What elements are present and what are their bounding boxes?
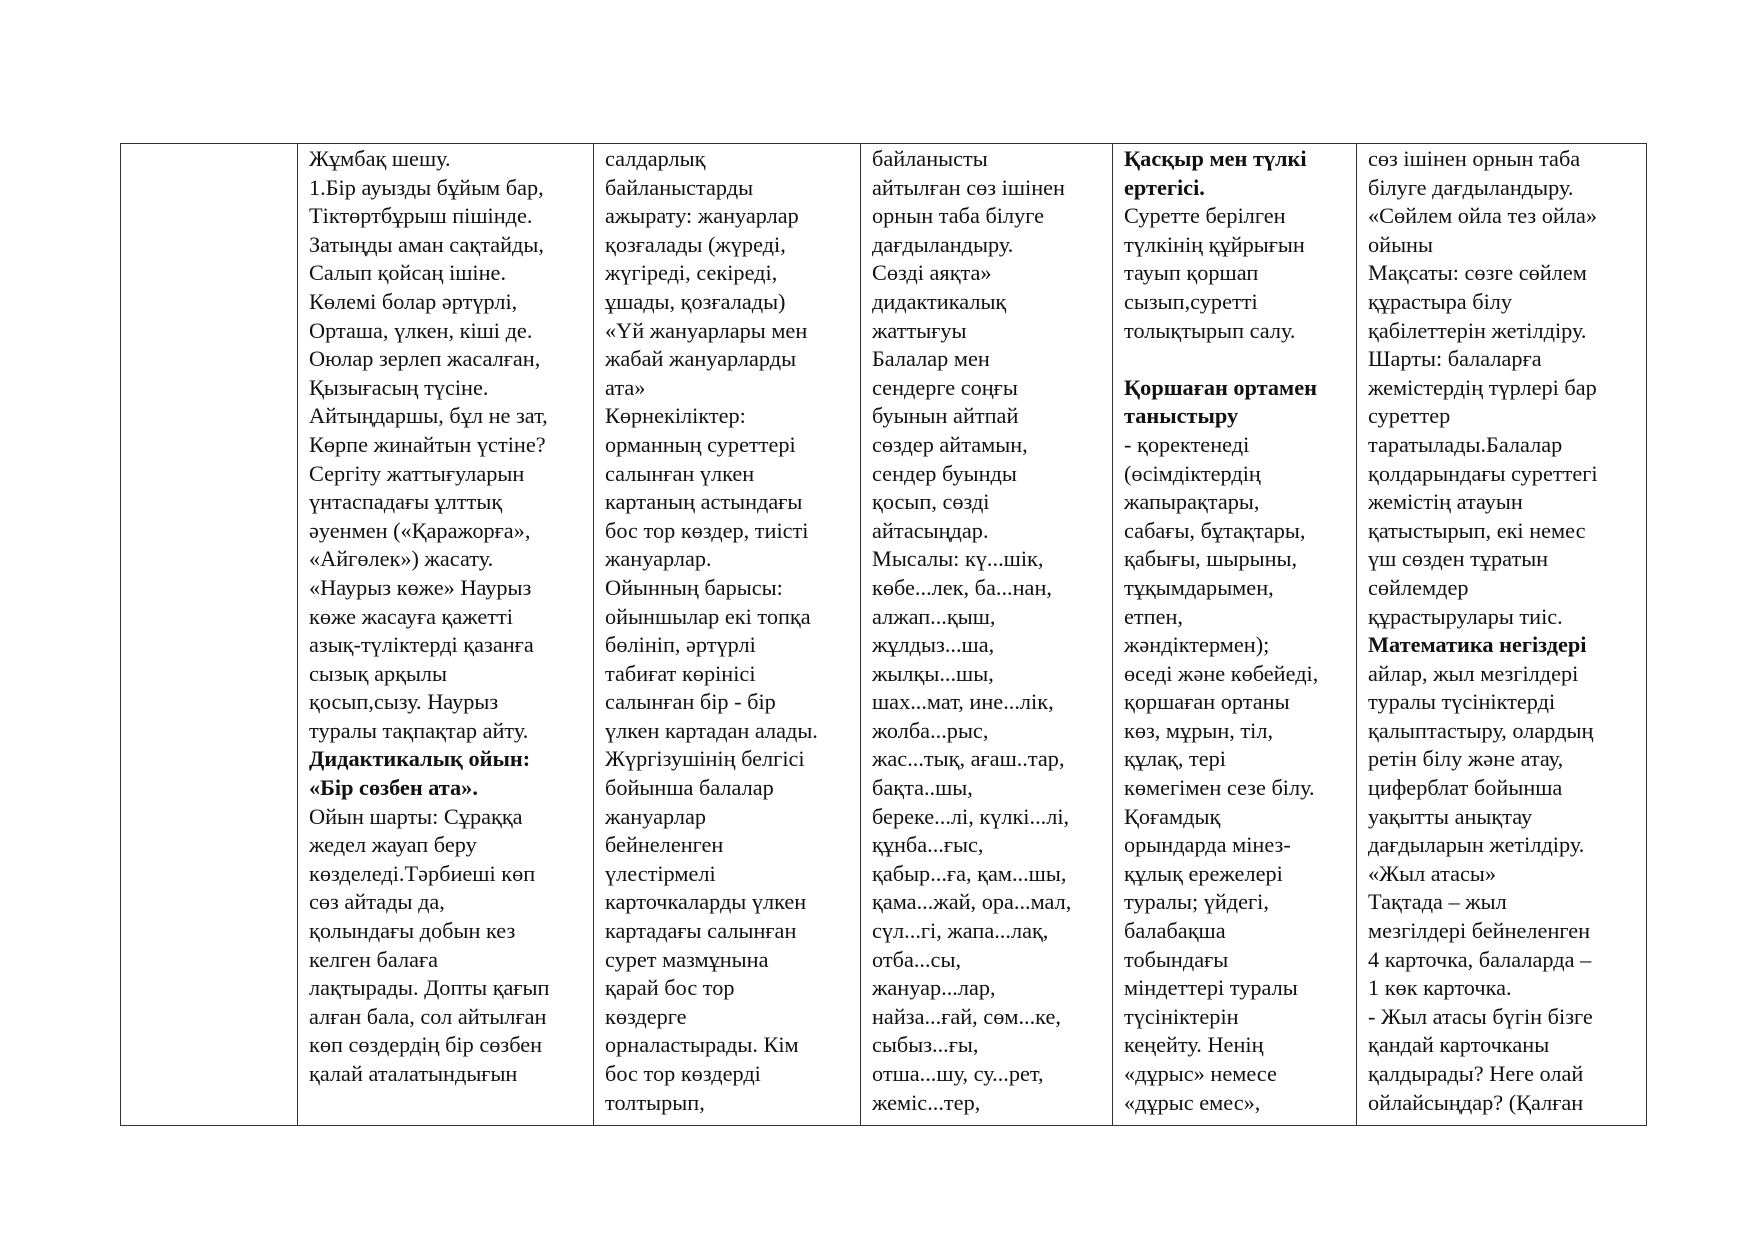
text-line: сыбыз...ғы, — [872, 1032, 979, 1058]
text-line: Тақтада – жыл — [1368, 889, 1507, 915]
section-heading: ертегісі. — [1124, 174, 1205, 200]
text-line: орналастырады. Кім — [605, 1032, 799, 1058]
text-line: алжап...қыш, — [872, 603, 996, 629]
empty-cell — [121, 144, 298, 1126]
text-line: көзделеді.Тәрбиеші көп — [309, 860, 536, 886]
text-line: орнын таба білуге — [872, 203, 1045, 229]
text-line: бос тор көздерді — [605, 1061, 761, 1086]
text-line: бос тор көздер, тиісті — [605, 517, 809, 543]
text-line: Ойынның барысы: — [605, 574, 783, 600]
text-line: отша...шу, су...рет, — [872, 1061, 1044, 1086]
text-line: табиғат көрінісі — [605, 660, 756, 686]
text-line: туралы түсініктерді — [1368, 689, 1556, 715]
text-line: тауып қоршап — [1124, 260, 1259, 286]
text-line: Қоғамдық — [1124, 803, 1221, 829]
text-line: көже жасауға қажетті — [309, 603, 513, 629]
text-line: жемістердің түрлері бар — [1368, 374, 1597, 400]
text-line: қолындағы добын кез — [309, 918, 516, 944]
text-line: картадағы салынған — [605, 918, 797, 944]
text-line: толықтырып салу. — [1124, 317, 1296, 343]
blank-line — [1124, 345, 1350, 374]
text-line: қарай бос тор — [605, 975, 735, 1001]
text-line: қатыстырып, екі немес — [1368, 517, 1586, 543]
text-line: алған бала, сол айтылған — [309, 1003, 547, 1029]
text-line: әуенмен («Қаражорға», — [309, 517, 531, 543]
text-line: қолдарындағы суреттегі — [1368, 460, 1598, 486]
text-line: сызық арқылы — [309, 660, 448, 686]
text-line: қама...жай, ора...мал, — [872, 889, 1072, 915]
text-line: ойыншылар екі топқа — [605, 603, 811, 629]
text-line: сөз айтады да, — [309, 889, 445, 915]
text-line: бейнеленген — [605, 832, 724, 858]
text-line: толтырып, — [605, 1089, 705, 1115]
text-line: айтылған сөз ішінен — [872, 174, 1065, 200]
text-line: сүл...гі, жапа...лақ, — [872, 918, 1049, 944]
text-line: білуге дағдыландыру. — [1368, 174, 1574, 200]
text-line: балабақша — [1124, 918, 1226, 944]
text-line: келген балаға — [309, 946, 439, 972]
text-line: жануарлар. — [605, 546, 712, 572]
text-line: карточкаларды үлкен — [605, 889, 807, 915]
text-line: қозғалады (жүреді, — [605, 231, 786, 257]
activity-cell-4 — [1113, 144, 1357, 1126]
text-line: ойыны — [1368, 231, 1433, 257]
text-line: кеңейту. Ненің — [1124, 1032, 1264, 1058]
text-line: дағдыландыру. — [872, 231, 1014, 257]
text-line: үш сөзден тұратын — [1368, 546, 1549, 572]
text-line: ұшады, қозғалады) — [605, 288, 786, 314]
text-line: қосып,сызу. Наурыз — [309, 689, 499, 715]
text-line: ретін білу және атау, — [1368, 746, 1564, 772]
text-line: міндеттері туралы — [1124, 975, 1298, 1001]
text-line: туралы; үйдегі, — [1124, 889, 1269, 915]
text-line: 4 карточка, балаларда – — [1368, 946, 1592, 972]
text-line: лақтырады. Допты қағып — [309, 975, 550, 1001]
text-line: Мысалы: кү...шік, — [872, 546, 1044, 572]
text-line: тұқымдарымен, — [1124, 574, 1274, 600]
text-line: қосып, сөзді — [872, 489, 990, 515]
text-line: бойынша балалар — [605, 775, 774, 801]
text-line: Көрпе жинайтын үстіне? — [309, 431, 546, 457]
text-line: үлестірмелі — [605, 860, 716, 886]
text-line: Көрнекіліктер: — [605, 403, 746, 429]
text-line: жабай жануарларды — [605, 346, 797, 372]
text-line: жедел жауап беру — [309, 832, 477, 858]
text-line: Көлемі болар әртүрлі, — [309, 288, 518, 314]
text-line: қоршаған ортаны — [1124, 689, 1290, 715]
text-line: ажырату: жануарлар — [605, 203, 799, 229]
text-line: байланысты — [872, 146, 988, 171]
text-line: салдарлық — [605, 146, 706, 171]
text-line: құлақ, тері — [1124, 746, 1226, 772]
text-line: Қызығасың түсіне. — [309, 374, 489, 400]
text-line: көздерге — [605, 1003, 687, 1029]
text-line: етпен, — [1124, 603, 1183, 629]
text-line: «Үй жануарлары мен — [605, 317, 808, 343]
text-line: бақта..шы, — [872, 775, 973, 801]
text-line: Оюлар зерлеп жасалған, — [309, 346, 541, 372]
text-line: «Сөйлем ойла тез ойла» — [1368, 203, 1598, 229]
text-line: «Наурыз көже» Наурыз — [309, 574, 532, 600]
section-heading: Математика негіздері — [1368, 632, 1587, 658]
text-line: қабығы, шырыны, — [1124, 546, 1298, 572]
text-line: «дұрыс емес», — [1124, 1089, 1261, 1115]
text-line: орманның суреттері — [605, 431, 796, 457]
text-line: көп сөздердің бір сөзбен — [309, 1032, 543, 1058]
section-heading: «Бір сөзбен ата». — [309, 775, 478, 801]
text-line: қалыптастыру, олардың — [1368, 717, 1594, 743]
text-line: үлкен картадан алады. — [605, 717, 818, 743]
text-line: береке...лі, күлкі...лі, — [872, 803, 1070, 829]
text-line: салынған бір - бір — [605, 689, 776, 715]
text-line: «дұрыс» немесе — [1124, 1061, 1277, 1086]
text-line: Суретте берілген — [1124, 203, 1286, 229]
text-line: үнтаспадағы ұлттық — [309, 489, 503, 515]
text-line: сызып,суретті — [1124, 288, 1258, 314]
text-line: Затыңды аман сақтайды, — [309, 231, 544, 257]
text-line: шах...мат, ине...лік, — [872, 689, 1054, 715]
text-line: құнба...ғыс, — [872, 832, 984, 858]
activity-cell-2 — [594, 144, 861, 1126]
section-heading: таныстыру — [1124, 403, 1239, 429]
text-line: қабыр...ға, қам...шы, — [872, 860, 1067, 886]
text-line: сөз ішінен орнын таба — [1368, 146, 1581, 171]
text-line: сендерге соңғы — [872, 374, 1018, 400]
text-line: «Айгөлек») жасату. — [309, 546, 494, 572]
text-line: байланыстарды — [605, 174, 754, 200]
text-line: құрастырулары тиіс. — [1368, 603, 1563, 629]
text-line: Айтыңдаршы, бұл не зат, — [309, 403, 548, 429]
text-line: жаттығуы — [872, 317, 967, 343]
text-line: азық-түліктерді қазанға — [309, 632, 534, 658]
text-line: жануарлар — [605, 803, 707, 829]
text-line: Шарты: балаларға — [1368, 346, 1542, 372]
text-line: қалай аталатындығын — [309, 1061, 518, 1086]
section-heading: Қасқыр мен түлкі — [1124, 146, 1307, 171]
text-line: жылқы...шы, — [872, 660, 994, 686]
text-line: Ойын шарты: Сұраққа — [309, 803, 523, 829]
text-line: (өсімдіктердің — [1124, 460, 1261, 486]
text-line: түлкінің құйрығын — [1124, 231, 1305, 257]
text-line: туралы тақпақтар айту. — [309, 717, 529, 743]
text-line: таратылады.Балалар — [1368, 431, 1563, 457]
text-line: Мақсаты: сөзге сөйлем — [1368, 260, 1587, 286]
text-line: мезгілдері бейнеленген — [1368, 918, 1591, 944]
text-line: орындарда мінез- — [1124, 832, 1291, 858]
text-line: өседі және көбейеді, — [1124, 660, 1319, 686]
text-line: жас...тық, ағаш..тар, — [872, 746, 1065, 772]
text-line: 1.Бір ауызды бұйым бар, — [309, 174, 544, 200]
text-line: ойлайсыңдар? (Қалған — [1368, 1089, 1584, 1115]
lesson-plan-table — [120, 143, 1647, 1126]
section-heading: Дидактикалық ойын: — [309, 746, 531, 772]
text-line: - Жыл атасы бүгін бізге — [1368, 1003, 1593, 1029]
text-line: құлық ережелері — [1124, 860, 1283, 886]
text-line: циферблат бойынша — [1368, 775, 1563, 801]
text-line: Орташа, үлкен, кіші де. — [309, 317, 533, 343]
section-heading: Қоршаған ортамен — [1124, 374, 1317, 400]
text-line: жұлдыз...ша, — [872, 632, 995, 658]
text-line: ата» — [605, 374, 646, 400]
text-line: жануар...лар, — [872, 975, 996, 1001]
text-line: сөздер айтамын, — [872, 431, 1028, 457]
text-line: Сөзді аяқта» — [872, 260, 992, 286]
text-line: көмегімен сезе білу. — [1124, 775, 1315, 801]
text-line: отба...сы, — [872, 946, 962, 972]
text-line: «Жыл атасы» — [1368, 860, 1497, 886]
text-line: суреттер — [1368, 403, 1451, 429]
activity-cell-3 — [861, 144, 1113, 1126]
text-line: дидактикалық — [872, 288, 1007, 314]
text-line: көбе...лек, ба...нан, — [872, 574, 1052, 600]
text-line: бөлініп, әртүрлі — [605, 632, 756, 658]
text-line: салынған үлкен — [605, 460, 755, 486]
text-line: жүгіреді, секіреді, — [605, 260, 778, 286]
text-line: қандай карточканы — [1368, 1032, 1550, 1058]
text-line: жәндіктермен); — [1124, 632, 1270, 658]
text-line: сендер буынды — [872, 460, 1017, 486]
text-line: көз, мұрын, тіл, — [1124, 717, 1274, 743]
text-line: сурет мазмұнына — [605, 946, 769, 972]
text-line: уақытты анықтау — [1368, 803, 1533, 829]
text-line: дағдыларын жетілдіру. — [1368, 832, 1585, 858]
activity-cell-5 — [1357, 144, 1647, 1126]
text-line: айлар, жыл мезгілдері — [1368, 660, 1579, 686]
table-row — [121, 144, 1647, 1126]
text-line: жолба...рыс, — [872, 717, 989, 743]
text-line: Салып қойсаң ішіне. — [309, 260, 507, 286]
text-line: сабағы, бұтақтары, — [1124, 517, 1306, 543]
text-line: Жұмбақ шешу. — [309, 146, 451, 171]
text-line: Тіктөртбұрыш пішінде. — [309, 203, 533, 229]
activity-cell-1 — [298, 144, 594, 1126]
text-line: қабілеттерін жетілдіру. — [1368, 317, 1587, 343]
text-line: 1 көк карточка. — [1368, 975, 1512, 1001]
text-line: Жүргізушінің белгісі — [605, 746, 805, 772]
text-line: Сергіту жаттығуларын — [309, 460, 525, 486]
text-line: тобындағы — [1124, 946, 1229, 972]
text-line: жеміс...тер, — [872, 1089, 981, 1115]
text-line: буынын айтпай — [872, 403, 1019, 429]
text-line: түсініктерін — [1124, 1003, 1239, 1029]
text-line: найза...ғай, сөм...ке, — [872, 1003, 1061, 1029]
text-line: қалдырады? Неге олай — [1368, 1061, 1584, 1086]
text-line: айтасыңдар. — [872, 517, 989, 543]
text-line: Балалар мен — [872, 346, 990, 372]
text-line: жемістің атауын — [1368, 489, 1523, 515]
text-line: құрастыра білу — [1368, 288, 1513, 314]
text-line: жапырақтары, — [1124, 489, 1260, 515]
text-line: картаның астындағы — [605, 489, 803, 515]
text-line: - қоректенеді — [1124, 431, 1250, 457]
text-line: сөйлемдер — [1368, 574, 1469, 600]
